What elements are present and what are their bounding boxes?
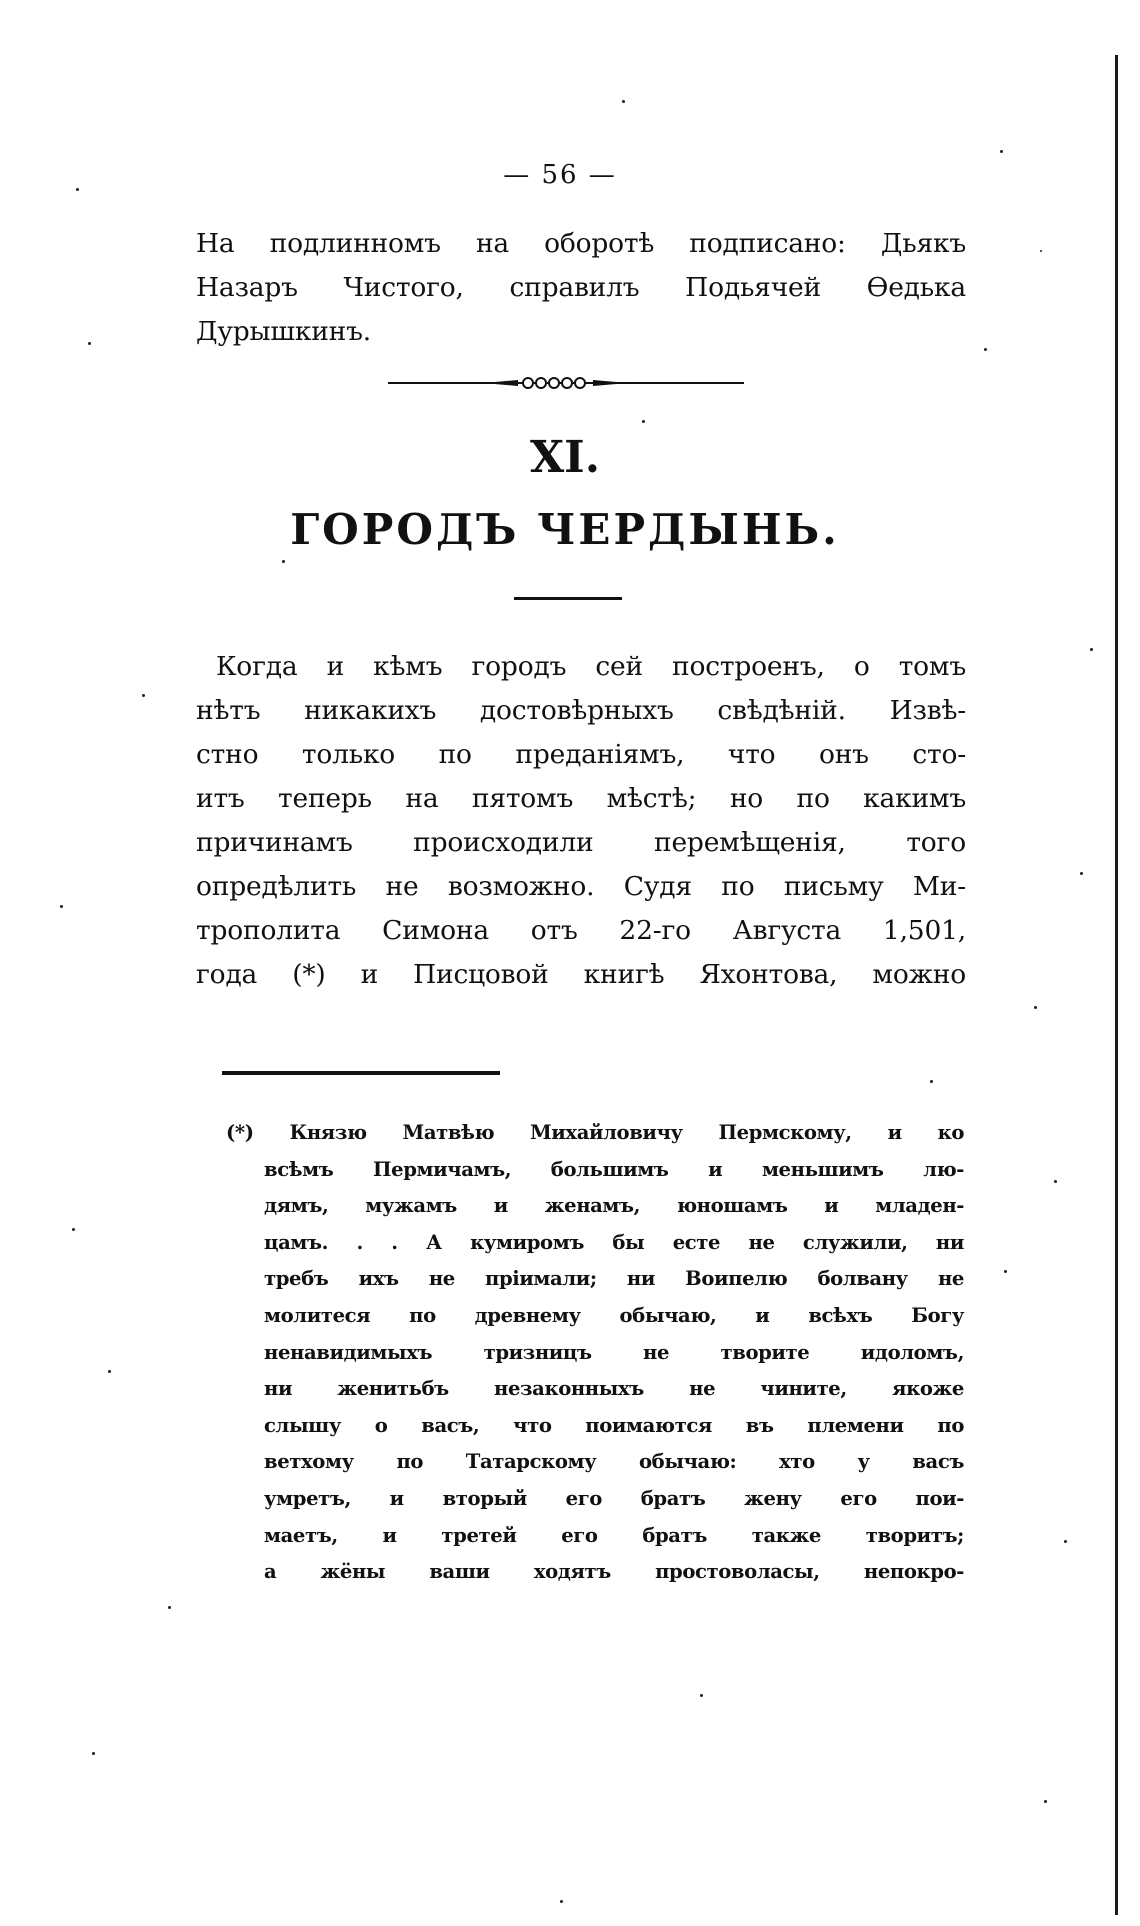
footnote-rule [222, 1071, 500, 1075]
text-line: причинамъ происходили перемѣщенія, того [196, 827, 966, 858]
scan-speck [60, 905, 63, 908]
scan-speck [1080, 872, 1083, 875]
text-line: нѣтъ никакихъ достовѣрныхъ свѣдѣній. Извѣ- [196, 695, 966, 726]
scan-speck [1040, 250, 1042, 252]
title-rule [514, 597, 622, 600]
footnote-line: дямъ, мужамъ и женамъ, юношамъ и младен- [264, 1194, 964, 1218]
chapter-number: XI. [529, 432, 601, 483]
text-line: года (*) и Писцовой книгѣ Яхонтова, можно [196, 959, 966, 990]
footnote-line: а жёны ваши ходятъ простоволасы, непокро- [264, 1560, 964, 1584]
scan-speck [984, 348, 987, 351]
footnote-line: ненавидимыхъ тризницъ не творите идоломъ, [264, 1340, 964, 1364]
text-line: опредѣлить не возможно. Судя по письму Ми- [196, 871, 966, 902]
scan-speck [700, 1694, 703, 1697]
intro-paragraph [196, 222, 966, 354]
body-paragraph [196, 645, 966, 997]
footnote-line: требъ ихъ не пріимали; ни Воипелю болвану не [264, 1267, 964, 1291]
scan-speck [1004, 1270, 1007, 1273]
text-line: стно только по преданіямъ, что онъ сто- [196, 739, 966, 770]
footnote-line: (*) Князю Матвѣю Михайловичу Пермскому, и ко [226, 1121, 964, 1144]
footnote-line: цамъ. . . А кумиромъ бы есте не служили, ни [264, 1230, 964, 1254]
ornament-divider [388, 376, 744, 390]
scan-speck [642, 420, 645, 423]
scan-speck [930, 1080, 933, 1083]
scan-speck [1034, 1006, 1037, 1009]
scan-speck [1054, 1180, 1057, 1183]
text-line: итъ теперь на пятомъ мѣстѣ; но по какимъ [196, 783, 966, 814]
chapter-title: ГОРОДЪ ЧЕРДЫНЬ. [290, 505, 840, 554]
scan-speck [92, 1752, 95, 1755]
footnote-line: ветхому по Татарскому обычаю: хто у васъ [264, 1450, 964, 1474]
scan-speck [88, 342, 91, 345]
page-number: — 56 — [503, 160, 617, 190]
text-line: трополита Симона отъ 22-го Августа 1,501, [196, 915, 966, 946]
text-line: Когда и кѣмъ городъ сей построенъ, о томъ [216, 651, 966, 682]
scan-speck [1064, 1540, 1067, 1543]
footnote-line: маетъ, и третей его братъ также творитъ; [264, 1523, 964, 1547]
scan-speck [622, 100, 625, 103]
scan-speck [76, 188, 79, 191]
scan-speck [560, 1900, 563, 1903]
scan-speck [1000, 150, 1003, 153]
text-line: Дурышкинъ. [196, 316, 371, 347]
scan-speck [108, 1370, 111, 1373]
footnote-line: молитеся по древнему обычаю, и всѣхъ Богу [264, 1303, 964, 1327]
footnote-line: ни женитьбъ незаконныхъ не чините, якоже [264, 1377, 964, 1401]
footnote [226, 1115, 964, 1591]
scan-speck [282, 560, 285, 563]
scan-speck [142, 694, 145, 697]
page-edge [1115, 55, 1118, 1915]
scan-speck [1044, 1800, 1047, 1803]
scan-speck [168, 1606, 171, 1609]
text-line: Назаръ Чистого, справилъ Подьячей Ѳедька [196, 272, 966, 303]
footnote-line: умретъ, и вторый его братъ жену его пои- [264, 1486, 964, 1510]
footnote-line: всѣмъ Пермичамъ, большимъ и меньшимъ лю- [264, 1157, 964, 1181]
scan-speck [1090, 648, 1093, 651]
scan-speck [72, 1228, 75, 1231]
footnote-line: слышу о васъ, что поимаются въ племени по [264, 1413, 964, 1437]
text-line: На подлинномъ на оборотѣ подписано: Дьякъ [196, 228, 966, 259]
